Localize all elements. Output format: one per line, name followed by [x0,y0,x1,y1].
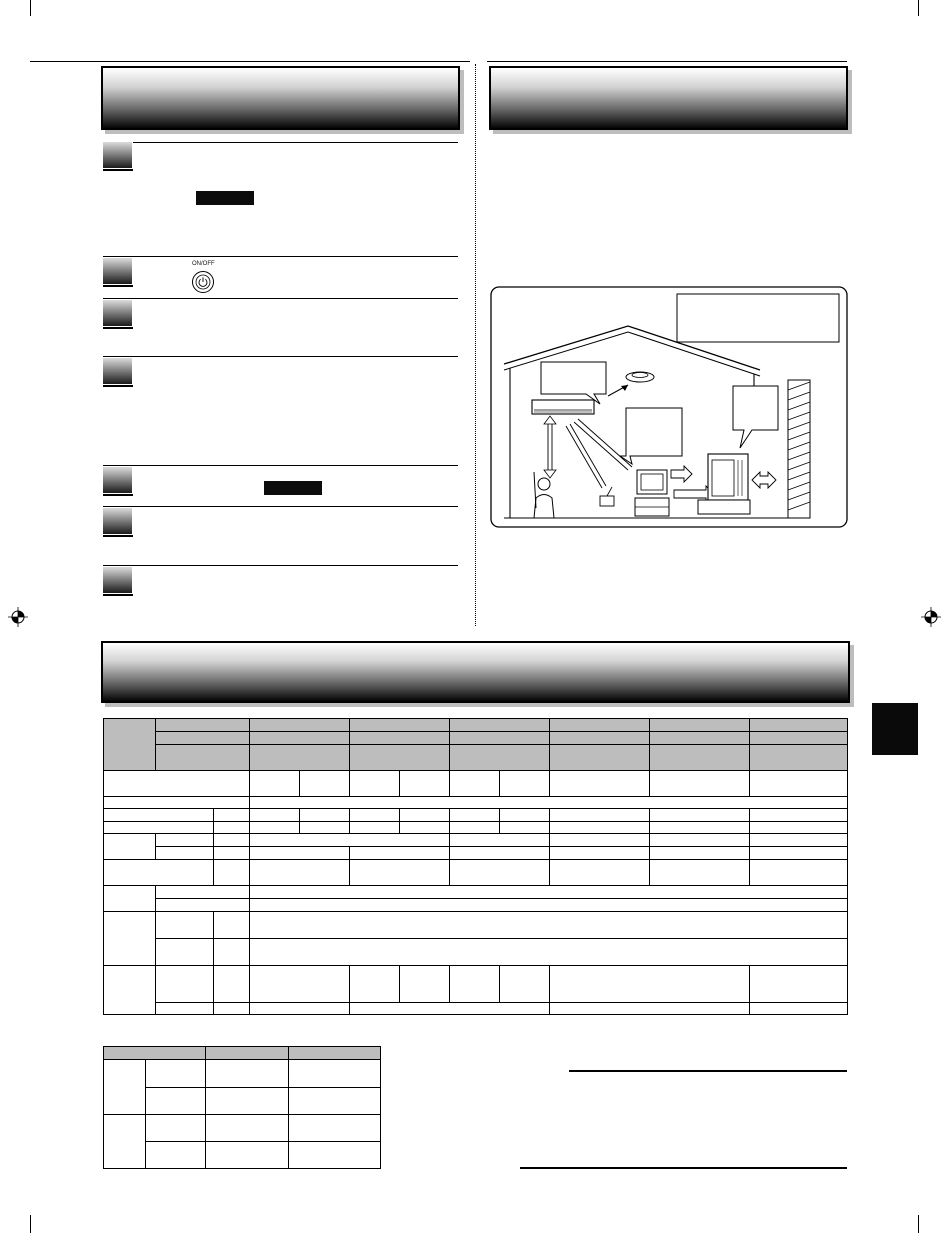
step-4-rule [103,356,458,357]
step-3-badge [103,300,132,326]
room-interference-illustration [490,286,850,530]
step-5-badge [103,467,132,493]
step-6-underline [103,535,133,537]
small-table-header-cell [104,1047,206,1060]
specifications-banner [101,641,850,703]
crop-mark-tr [918,0,919,16]
step-2-underline [103,285,133,287]
step-2-rule [103,256,458,257]
side-tab-marker [872,703,918,755]
step-1-rule [133,142,458,143]
registration-mark-icon [921,607,941,627]
top-rule-left [30,61,470,62]
step-6-rule [103,506,458,507]
small-table-header-cell [206,1047,289,1060]
step-1-badge [103,142,132,168]
step-3-rule [103,298,458,299]
step-7-underline [103,594,133,596]
table-row [104,771,250,797]
step-5-display-highlight [264,481,322,495]
step-4-badge [103,358,132,384]
table-header-cell [450,719,550,732]
table-header-cell [104,719,156,771]
step-3-underline [103,327,133,329]
top-rule-right [487,61,847,62]
step-1-underline [103,169,133,171]
step-6-badge [103,508,132,534]
step-2-badge [103,258,132,284]
table-header-cell [550,719,650,732]
specifications-table [103,718,848,1015]
step-7-rule [103,565,458,566]
left-section-banner [101,66,460,130]
right-section-banner [489,66,848,130]
signature-rule-lower [520,1167,847,1169]
table-header-cell [650,719,750,732]
small-table [103,1046,381,1169]
signature-rule-upper [569,1070,847,1072]
crop-mark-tl [30,0,31,16]
small-table-header-cell [289,1047,381,1060]
table-header-cell [350,719,450,732]
step-4-underline [103,385,133,387]
step-5-underline [103,494,133,496]
registration-mark-icon [8,607,28,627]
step-1-display-highlight [196,191,254,205]
crop-mark-br [918,1215,919,1233]
column-divider [475,64,476,626]
power-button-icon[interactable] [191,270,215,294]
table-header-cell [250,719,350,732]
table-header-cell [750,719,848,732]
step-5-rule [103,465,458,466]
onoff-label: ON/OFF [192,261,215,267]
table-header-cell [156,719,250,732]
step-7-badge [103,567,132,593]
crop-mark-bl [30,1215,31,1233]
